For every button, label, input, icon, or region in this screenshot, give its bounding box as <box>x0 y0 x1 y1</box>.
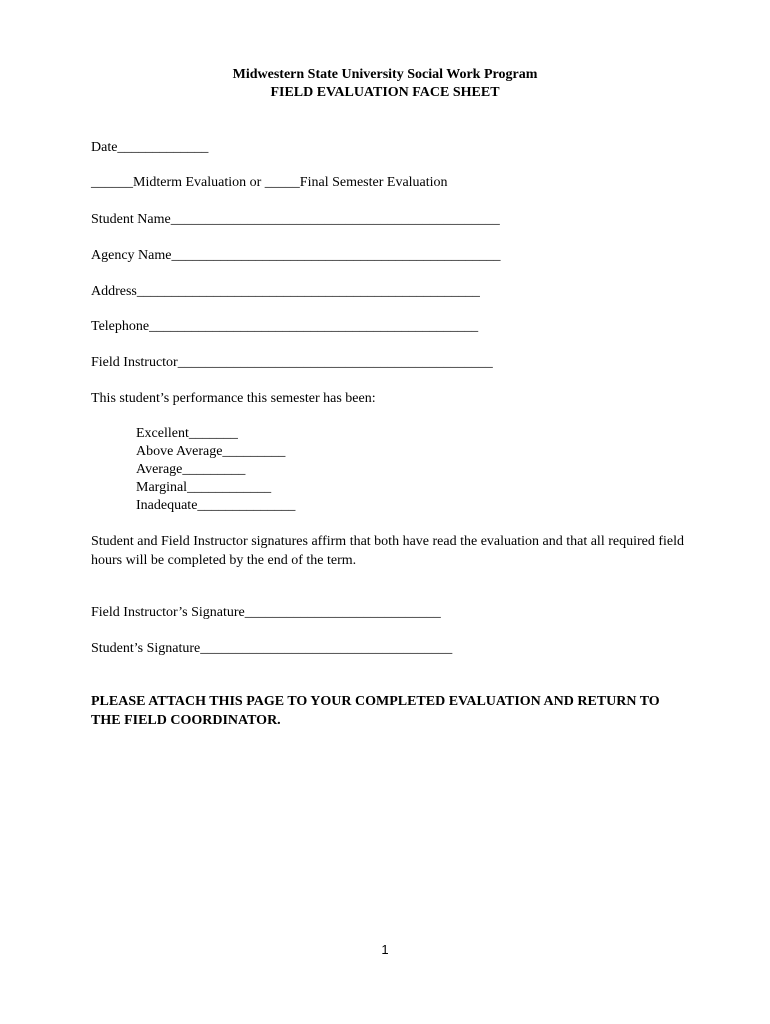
student-signature-field[interactable]: Student’s Signature____________________________________ <box>91 641 453 656</box>
page-number: 1 <box>381 942 389 957</box>
rating-inadequate[interactable]: Inadequate______________ <box>136 498 296 513</box>
student-name-field[interactable]: Student Name_______________________________________________ <box>91 212 500 227</box>
rating-average[interactable]: Average_________ <box>136 462 246 477</box>
performance-prompt: This student’s performance this semester has been: <box>91 391 376 406</box>
rating-marginal[interactable]: Marginal____________ <box>136 480 272 495</box>
university-program-heading: Midwestern State University Social Work Program <box>232 67 538 82</box>
date-field[interactable]: Date_____________ <box>91 140 209 155</box>
address-field[interactable]: Address_________________________________________________ <box>91 284 480 299</box>
attach-notice: PLEASE ATTACH THIS PAGE TO YOUR COMPLETED EVALUATION AND RETURN TO THE FIELD COORDINATOR. <box>91 694 660 728</box>
agency-name-field[interactable]: Agency Name_______________________________________________ <box>91 248 501 263</box>
form-title: FIELD EVALUATION FACE SHEET <box>270 85 500 100</box>
rating-above-average[interactable]: Above Average_________ <box>136 444 286 459</box>
evaluation-type-field[interactable]: ______Midterm Evaluation or _____Final Semester Evaluation <box>91 175 448 190</box>
telephone-field[interactable]: Telephone_______________________________________________ <box>91 319 479 334</box>
field-instructor-field[interactable]: Field Instructor_____________________________________________ <box>91 355 493 370</box>
rating-excellent[interactable]: Excellent_______ <box>136 426 238 441</box>
affirmation-paragraph: Student and Field Instructor signatures affirm that both have read the evaluation and that all required field hours will be completed by the end of the term. <box>91 534 685 568</box>
field-instructor-signature-field[interactable]: Field Instructor’s Signature____________________________ <box>91 605 441 620</box>
